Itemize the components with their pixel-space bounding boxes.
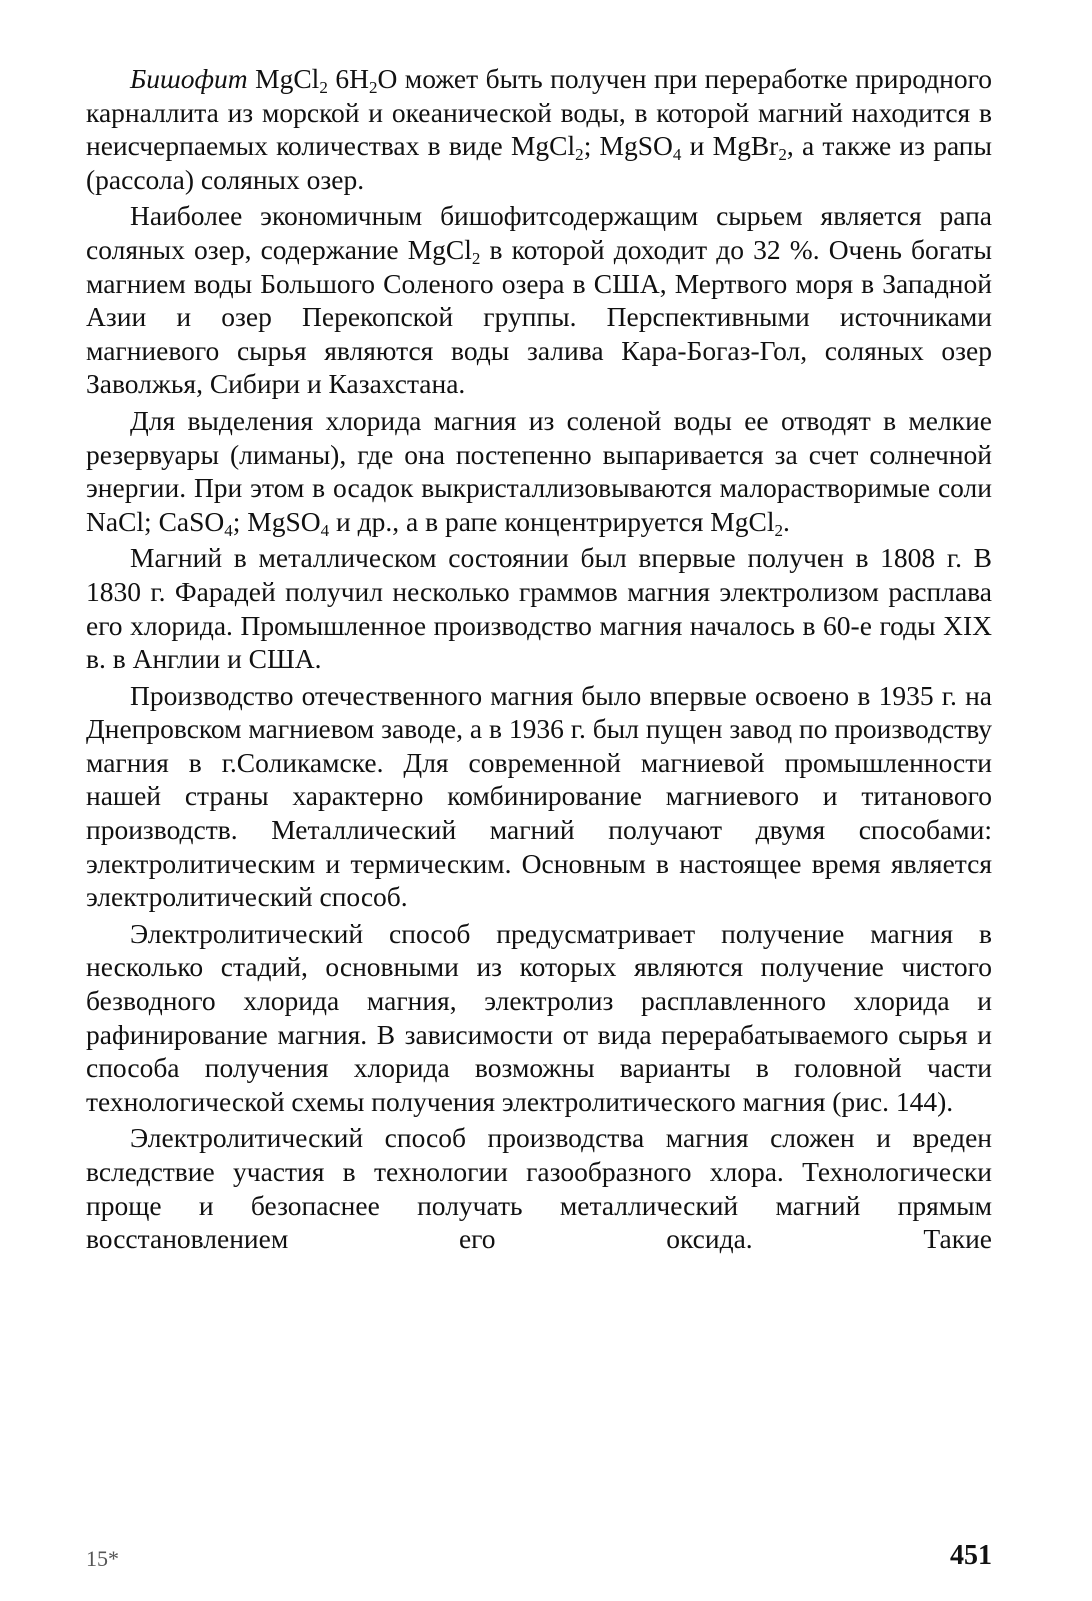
text-run: в которой доходит до 32 %. Очень богаты магнием воды Большого Соленого озера в США, Мертвого моря в Западной Азии и озер Перекопской группы. Перспективными источниками магниевого сырья являются воды залива Кара-Богаз-Гол, соляных озер Заволжья, Сибири и Казахстана. <box>86 233 992 400</box>
body-text <box>86 62 992 1259</box>
text-run: MgCl <box>247 63 320 94</box>
subscript: 2 <box>575 144 584 164</box>
subscript: 2 <box>368 77 378 97</box>
subscript: 2 <box>319 77 328 97</box>
paragraph-3 <box>86 404 992 538</box>
text-run: Магний в металлическом состоянии был впервые получен в 1808 г. В 1830 г. Фарадей получил несколько граммов магния электролизом расплава его хлорида. Промышленное производство магния началось в 60-е годы XIX в. в Англии и США. <box>86 542 992 675</box>
text-run: ; MgSO <box>583 130 673 162</box>
subscript: 2 <box>778 144 787 164</box>
text-run: и др., а в рапе концентрируется MgCl <box>329 505 775 537</box>
subscript: 4 <box>672 144 682 164</box>
text-run: , а также из рапы (рассола) соляных озер. <box>86 130 992 195</box>
subscript: 2 <box>774 520 783 540</box>
page-footer <box>86 1538 992 1578</box>
signature-mark: 15* <box>86 1546 119 1571</box>
page-number: 451 <box>950 1540 992 1571</box>
text-run: Электролитический способ предусматривает получение магния в несколько стадий, основными из которых являются получение чистого безводного хлорида магния, электролиз расплавленного хлорида и рафинирование магния. В зависимости от вида перерабатываемого сырья и способа получения хлорида возможны варианты в головной части технологической схемы получения электролитического магния (рис. 144). <box>86 917 992 1117</box>
subscript: 2 <box>471 248 481 268</box>
paragraph-1 <box>86 62 992 196</box>
text-run: Электролитический способ производства магния сложен и вреден вследствие участия в технологии газообразного хлора. Технологически проще и безопаснее получать металлический магний прямым восстановлением его оксида. Такие <box>86 1122 992 1255</box>
paragraph-6 <box>86 917 992 1119</box>
paragraph-7 <box>86 1121 992 1255</box>
text-run: и MgBr <box>681 130 779 162</box>
text-run: 6H <box>327 63 369 94</box>
paragraph-4 <box>86 541 992 675</box>
text-run: . <box>783 505 790 537</box>
paragraph-5 <box>86 679 992 914</box>
text-run: O может быть получен при переработке природного карналлита из морской и океанической воды, в которой магний находится в неисчерпаемых количествах в виде MgCl <box>86 63 992 162</box>
text-run: Для выделения хлорида магния из соленой воды ее отводят в мелкие резервуары (лиманы), где она постепенно выпаривается за счет солнечной энергии. При этом в осадок выкристаллизовываются малорастворимые соли NaCl; CaSO <box>86 404 992 537</box>
text-run: Наиболее экономичным бишофитсодержащим сырьем является рапа соляных озер, содержание MgCl <box>86 200 992 265</box>
italic-term: Бишофит <box>130 63 248 94</box>
paragraph-2 <box>86 199 992 401</box>
text-run: Производство отечественного магния было впервые освоено в 1935 г. на Днепровском магниевом заводе, а в 1936 г. был пущен завод по производству магния в г.Соликамске. Для современной магниевой промышленности нашей страны характерно комбинирование магниевого и титанового производств. Металлический магний получают двумя способами: электролитическим и термическим. Основным в настоящее время является электролитический способ. <box>86 679 992 913</box>
subscript: 4 <box>224 520 233 540</box>
subscript: 4 <box>320 520 330 540</box>
text-run: ; MgSO <box>232 505 321 537</box>
